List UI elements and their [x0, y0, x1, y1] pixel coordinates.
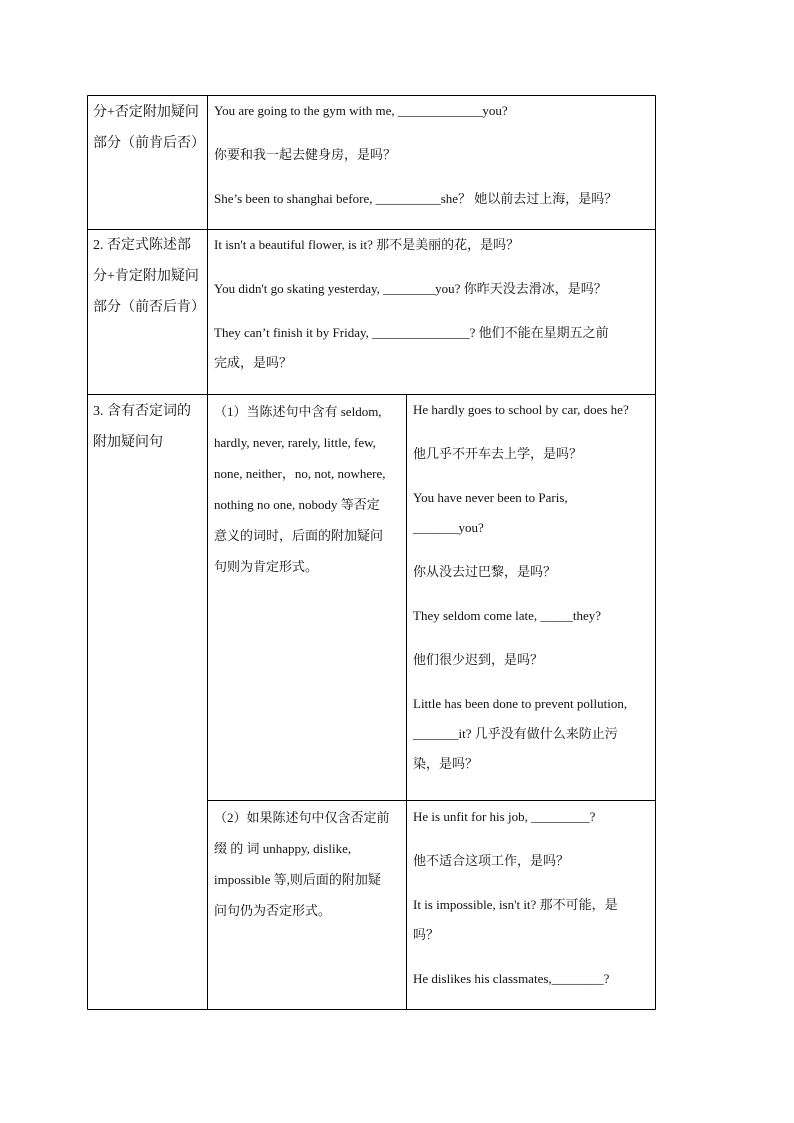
- row-2-examples: [214, 230, 652, 378]
- rule-line: none, neither，no, not, nowhere,: [214, 466, 386, 481]
- example-line: 染，是吗？: [413, 756, 479, 771]
- rule-1-examples: [413, 395, 651, 779]
- label-line: 3. 含有否定词的: [93, 404, 191, 419]
- example-line: 他们很少迟到，是吗？: [413, 652, 544, 667]
- row-3-label: [93, 396, 205, 458]
- label-line: 部分（前否后肯）: [93, 300, 205, 315]
- rule-line: impossible 等,则后面的附加疑: [214, 872, 381, 887]
- example-line: _______it? 几乎没有做什么来防止污: [413, 726, 618, 741]
- example-line: Little has been done to prevent pollution,: [413, 696, 628, 711]
- rule-line: 问句仍为否定形式。: [214, 903, 332, 918]
- example-line: 你要和我一起去健身房，是吗？: [214, 147, 397, 162]
- example-line: It isn't a beautiful flower, is it? 那不是美丽的花，是吗？: [214, 237, 520, 252]
- example-line: You didn't go skating yesterday, ________you? 你昨天没去滑冰，是吗？: [214, 281, 607, 296]
- rule-2-examples: [413, 802, 651, 994]
- example-line: It is impossible, isn't it? 那不可能，是: [413, 897, 618, 912]
- example-line: _______you?: [413, 520, 484, 535]
- label-line: 2. 否定式陈述部: [93, 238, 191, 253]
- example-line: You are going to the gym with me, _____________you?: [214, 103, 508, 118]
- example-line: He hardly goes to school by car, does he?: [413, 402, 629, 417]
- rule-line: （1）当陈述句中含有 seldom,: [214, 404, 382, 419]
- row-1-label: [93, 97, 205, 159]
- example-line: 完成，是吗？: [214, 355, 293, 370]
- rule-line: hardly, never, rarely, little, few,: [214, 435, 376, 450]
- example-line: 他几乎不开车去上学，是吗？: [413, 446, 583, 461]
- rule-1-description: [214, 396, 400, 582]
- rule-line: 意义的词时，后面的附加疑问: [214, 528, 384, 543]
- example-line: He is unfit for his job, _________?: [413, 809, 596, 824]
- label-line: 部分（前肯后否）: [93, 136, 205, 151]
- rule-line: 句则为肯定形式。: [214, 559, 319, 574]
- example-line: 他不适合这项工作，是吗？: [413, 853, 570, 868]
- example-line: They can’t finish it by Friday, _______________? 他们不能在星期五之前: [214, 325, 609, 340]
- label-line: 分+否定附加疑问: [93, 105, 199, 120]
- rule-line: nothing no one, nobody 等否定: [214, 497, 380, 512]
- example-line: They seldom come late, _____they?: [413, 608, 602, 623]
- rule-line: （2）如果陈述句中仅含否定前: [214, 810, 390, 825]
- example-line: You have never been to Paris,: [413, 490, 568, 505]
- label-line: 附加疑问句: [93, 435, 163, 450]
- rule-2-description: [214, 802, 400, 926]
- row-2-label: [93, 230, 205, 323]
- row-1-examples: [214, 96, 652, 214]
- example-line: He dislikes his classmates,________?: [413, 971, 610, 986]
- example-line: She’s been to shanghai before, __________she？ 她以前去过上海，是吗？: [214, 191, 618, 206]
- example-line: 你从没去过巴黎，是吗？: [413, 564, 557, 579]
- rule-line: 缀 的 词 unhappy, dislike,: [214, 841, 352, 856]
- example-line: 吗？: [413, 927, 440, 942]
- label-line: 分+肯定附加疑问: [93, 269, 199, 284]
